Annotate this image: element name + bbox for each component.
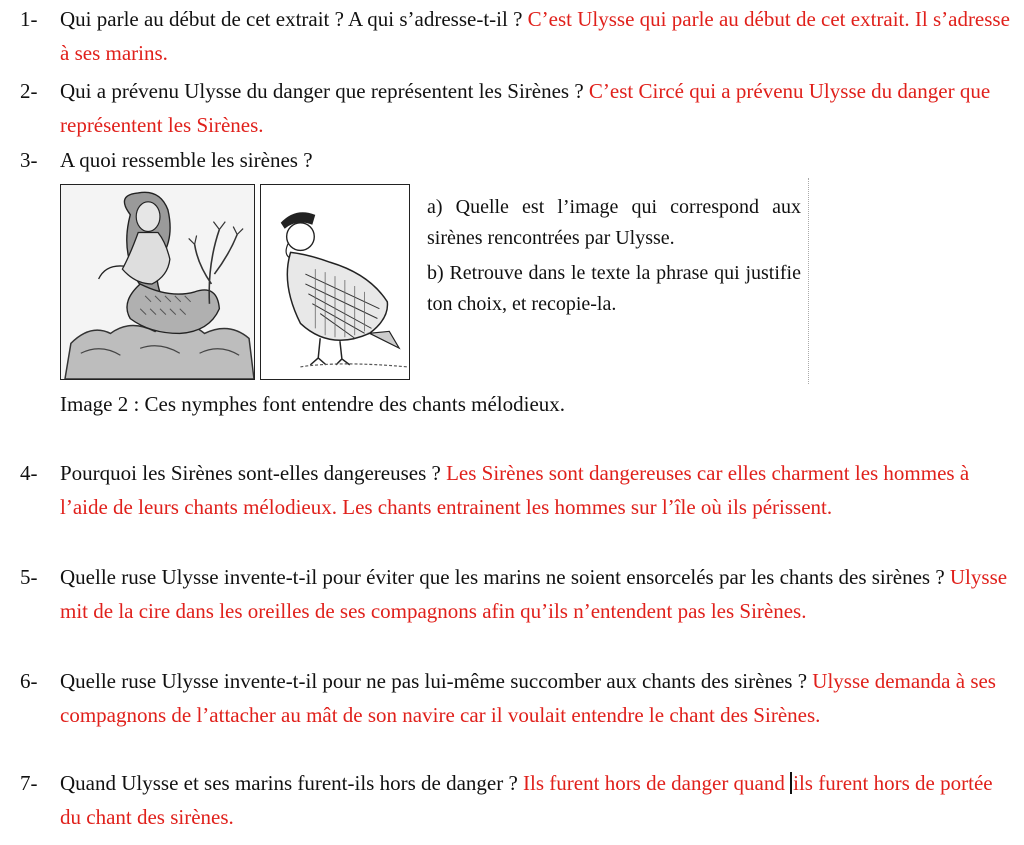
- mermaid-siren-image: [60, 184, 255, 380]
- question-2: [20, 74, 1010, 142]
- question-text: Quelle ruse Ulysse invente-t-il pour ne pas lui-même succomber aux chants des sirènes ?: [60, 669, 813, 693]
- image-questions-box: [427, 192, 801, 324]
- answer-text: Ulysse mit de la cire dans les oreilles de ses compagnons afin qu’ils n’entendent pas les Sirènes.: [60, 565, 1008, 623]
- question-number: 2-: [20, 79, 38, 103]
- question-number: 3-: [20, 148, 38, 172]
- image-panel: [60, 184, 410, 380]
- answer-text: C’est Ulysse qui parle au début de cet extrait. Il s’adresse à ses marins.: [60, 7, 1010, 65]
- answer-text-part2: ils furent hors de portée du chant des sirènes.: [60, 771, 993, 829]
- answer-text: Ulysse demanda à ses compagnons de l’attacher au mât de son navire car il voulait entendre le chant des Sirènes.: [60, 669, 996, 727]
- question-number: 6-: [20, 669, 38, 693]
- question-number: 4-: [20, 461, 38, 485]
- question-3: [20, 143, 1010, 177]
- question-number: 5-: [20, 565, 38, 589]
- question-text: Qui parle au début de cet extrait ? A qui s’adresse-t-il ?: [60, 7, 528, 31]
- answer-text: Les Sirènes sont dangereuses car elles charment les hommes à l’aide de leurs chants mélodieux. Les chants entrainent les hommes sur l’île où ils périssent.: [60, 461, 970, 519]
- box-border: [808, 178, 809, 384]
- bird-siren-image: [260, 184, 410, 380]
- sub-question-a: a) Quelle est l’image qui correspond aux sirènes rencontrées par Ulysse.: [427, 196, 801, 249]
- answer-text-part1: Ils furent hors de danger quand: [523, 771, 791, 795]
- question-text: Pourquoi les Sirènes sont-elles dangereuses ?: [60, 461, 447, 485]
- bird-woman-siren-illustration-icon: [261, 185, 409, 379]
- question-1: [20, 2, 1010, 70]
- question-text: Qui a prévenu Ulysse du danger que représentent les Sirènes ?: [60, 79, 589, 103]
- answer-text: C’est Circé qui a prévenu Ulysse du danger que représentent les Sirènes.: [60, 79, 991, 137]
- question-number: 7-: [20, 771, 38, 795]
- mermaid-siren-illustration-icon: [61, 185, 254, 379]
- question-number: 1-: [20, 7, 38, 31]
- question-5: [20, 560, 1010, 628]
- question-7: [20, 766, 1010, 834]
- image-caption: Image 2 : Ces nymphes font entendre des chants mélodieux.: [60, 392, 566, 416]
- question-6: [20, 664, 1010, 732]
- question-text: Quand Ulysse et ses marins furent-ils hors de danger ?: [60, 771, 524, 795]
- question-text: Quelle ruse Ulysse invente-t-il pour éviter que les marins ne soient ensorcelés par les chants des sirènes ?: [60, 565, 950, 589]
- text-cursor[interactable]: [790, 772, 792, 794]
- question-4: [20, 456, 1010, 524]
- question-text: A quoi ressemble les sirènes ?: [60, 148, 313, 172]
- sub-question-b: b) Retrouve dans le texte la phrase qui justifie ton choix, et recopie-la.: [427, 262, 801, 315]
